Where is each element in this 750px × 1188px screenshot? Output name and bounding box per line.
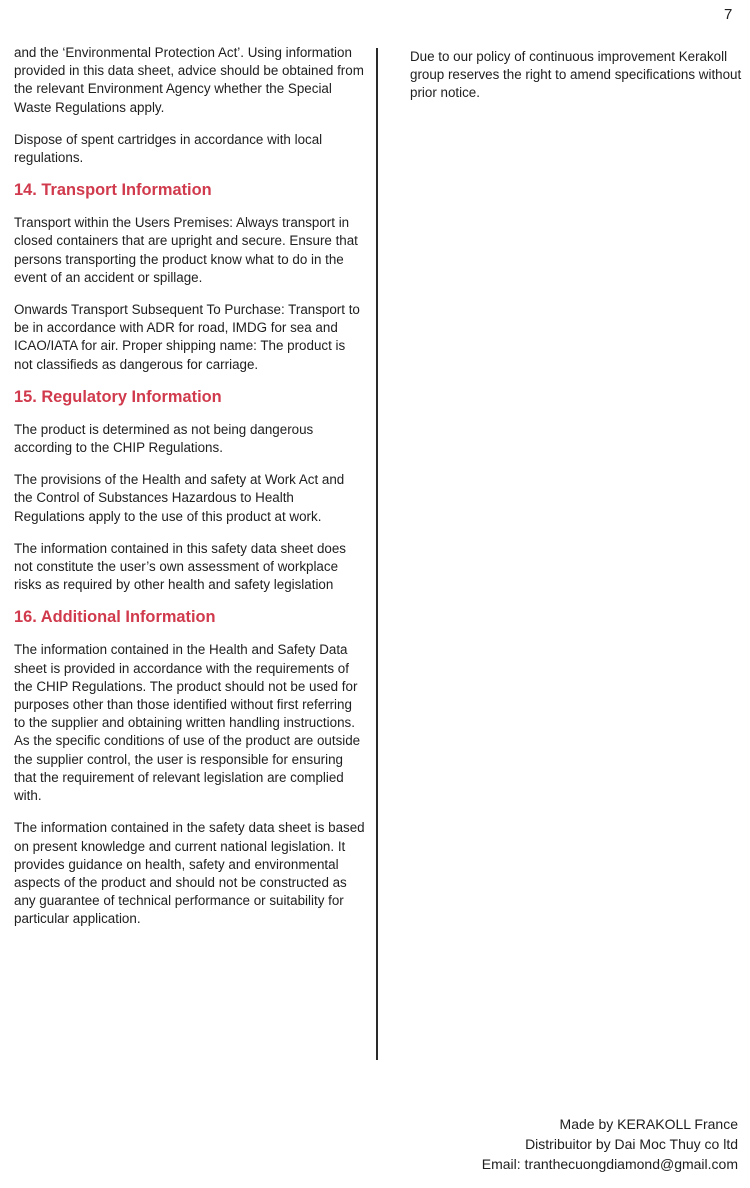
- regulatory-paragraph-3: The information contained in this safety data sheet does not constitute the user’s own assessment of workplace risks as required by other health and safety legislation: [14, 540, 346, 593]
- improvement-policy-paragraph: Due to our policy of continuous improvement Kerakoll group reserves the right to amend specifications without prior notice.: [410, 49, 742, 101]
- transport-paragraph-1: Transport within the Users Premises: Always transport in closed containers that are upright and secure. Ensure that persons transporting the product know what to do in the event of an accident or spillage.: [14, 215, 358, 285]
- section-heading-additional: 16. Additional Information: [14, 608, 216, 627]
- left-column: [14, 44, 366, 943]
- additional-paragraph-2: The information contained in the safety data sheet is based on present knowledge and current national legislation. It provides guidance on health, safety and environmental aspects of the product and should not be constructed as any guarantee of technical performance or suitability for particular application.: [14, 820, 365, 927]
- page-number: 7: [724, 6, 733, 23]
- column-divider: [376, 48, 378, 1060]
- regulatory-paragraph-1: The product is determined as not being dangerous according to the CHIP Regulations.: [14, 421, 314, 456]
- footer: [482, 1114, 738, 1174]
- transport-paragraph-2: Onwards Transport Subsequent To Purchase: Transport to be in accordance with ADR for road, IMDG for sea and ICAO/IATA for air. Proper shipping name: The product is not classifieds as dangerous for carriage.: [14, 302, 360, 372]
- additional-paragraph-1: The information contained in the Health and Safety Data sheet is provided in accordance with the requirements of the CHIP Regulations. The product should not be used for purposes other than those identified without first referring to the supplier and obtaining written handling instructions. As the specific conditions of use of the product are outside the supplier control, the user is responsible for ensuring that the requirement of relevant legislation are complied with.: [14, 642, 361, 804]
- intro-paragraph-1: and the ‘Environmental Protection Act’. Using information provided in this data sheet, advice should be obtained from the relevant Environment Agency whether the Special Waste Regulations apply.: [14, 45, 364, 115]
- footer-distributor: Distribuitor by Dai Moc Thuy co ltd: [525, 1136, 738, 1152]
- section-heading-transport: 14. Transport Information: [14, 181, 212, 200]
- footer-made-by: Made by KERAKOLL France: [559, 1116, 738, 1132]
- intro-paragraph-2: Dispose of spent cartridges in accordance with local regulations.: [14, 131, 323, 166]
- footer-email: Email: tranthecuongdiamond@gmail.com: [481, 1156, 738, 1172]
- section-heading-regulatory: 15. Regulatory Information: [14, 387, 222, 406]
- right-column: [410, 48, 745, 117]
- regulatory-paragraph-2: The provisions of the Health and safety at Work Act and the Control of Substances Hazardous to Health Regulations apply to the use of this product at work.: [14, 472, 345, 524]
